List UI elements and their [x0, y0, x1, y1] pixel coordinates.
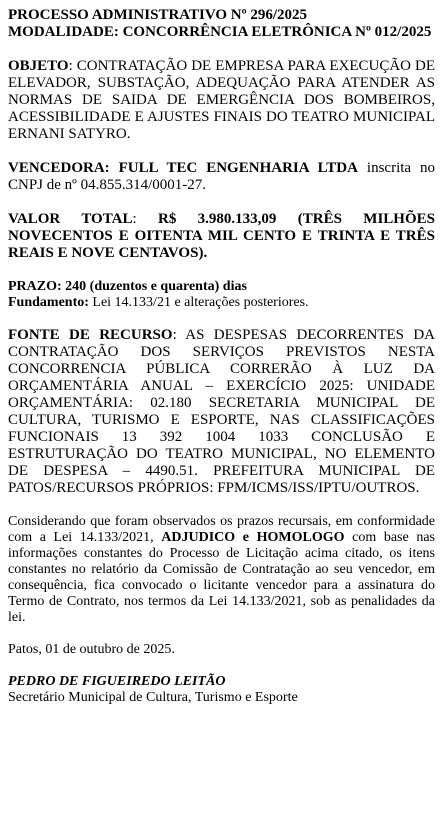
signatory-name: PEDRO DE FIGUEIREDO LEITÃO [8, 674, 226, 689]
homologation-bold: ADJUDICO e HOMOLOGO [161, 530, 345, 545]
deadline-text: PRAZO: 240 (duzentos e quarenta) dias [8, 279, 247, 294]
funding-paragraph [8, 327, 435, 497]
deadline-paragraph [8, 279, 435, 311]
legal-basis-text: Lei 14.133/21 e alterações posteriores. [88, 295, 309, 310]
legal-basis-label: Fundamento: [8, 295, 89, 310]
homologation-text-after: com base nas informações constantes do Processo de Licitação acima citado, os itens constantes no relatório da Comissão de Contratação ao seu vencedor, em consequência, fica convocado o licitante vencedor para a assinatura do Termo de Contrato, nos termos da Lei 14.133/2021, sob as penalidades da lei. [8, 530, 435, 625]
signatory-title: Secretário Municipal de Cultura, Turismo e Esporte [8, 690, 298, 705]
total-value-label: VALOR TOTAL [8, 211, 133, 227]
total-value-paragraph [8, 211, 435, 262]
object-text: : CONTRATAÇÃO DE EMPRESA PARA EXECUÇÃO DE ELEVADOR, SUBSTAÇÃO, ADEQUAÇÃO PARA ATENDER AS NORMAS DE SAIDA DE EMERGÊNCIA DOS BOMBEIROS, ACESSIBILIDADE E AJUSTES FINAIS DO TEATRO MUNICIPAL ERNANI SATYRO. [8, 58, 435, 142]
funding-label: FONTE DE RECURSO [8, 327, 173, 343]
modality: MODALIDADE: CONCORRÊNCIA ELETRÔNICA Nº 012/2025 [8, 24, 432, 40]
winner-text: inscrita no CNPJ de nº 04.855.314/0001-27. [8, 160, 436, 193]
date-line: Patos, 01 de outubro de 2025. [8, 642, 175, 657]
winner-label: VENCEDORA: FULL TEC ENGENHARIA LTDA [8, 160, 358, 176]
funding-text: : AS DESPESAS DECORRENTES DA CONTRATAÇÃO DOS SERVIÇOS PREVISTOS NESTA CONCORRENCIA PÚBLICA CORRERÃO À LUZ DA ORÇAMENTÁRIA ANUAL – EXERCÍCIO 2025: UNIDADE ORÇAMENTÁRIA: 02.180 SECRETARIA MUNICIPAL DE CULTURA, TURISMO E ESPORTE, NAS CLASSIFICAÇÕES FUNCIONAIS 13 392 1004 1033 CONCLUSÃO E ESTRUTURAÇÃO DO TEATRO MUNICIPAL, NO ELEMENTO DE DESPESA – 4490.51. PREFEITURA MUNICIPAL DE PATOS/RECURSOS PRÓPRIOS: FPM/ICMS/ISS/IPTU/OUTROS. [8, 327, 436, 496]
object-paragraph [8, 58, 435, 143]
legal-basis [8, 295, 435, 311]
total-value-amount: R$ 3.980.133,09 (TRÊS MILHÕES NOVECENTOS E OITENTA MIL CENTO E TRINTA E TRÊS REAIS E NOVE CENTAVOS). [8, 211, 435, 261]
document-header [8, 7, 435, 41]
signature-block [8, 674, 435, 706]
total-value-separator: : [132, 211, 158, 227]
homologation-text-before: Considerando que foram observados os prazos recursais, em conformidade com a Lei 14.133/2021, [8, 514, 435, 545]
object-label: OBJETO [8, 58, 69, 74]
process-number: PROCESSO ADMINISTRATIVO Nº 296/2025 [8, 7, 307, 23]
homologation-paragraph [8, 514, 435, 626]
winner-paragraph [8, 160, 435, 194]
